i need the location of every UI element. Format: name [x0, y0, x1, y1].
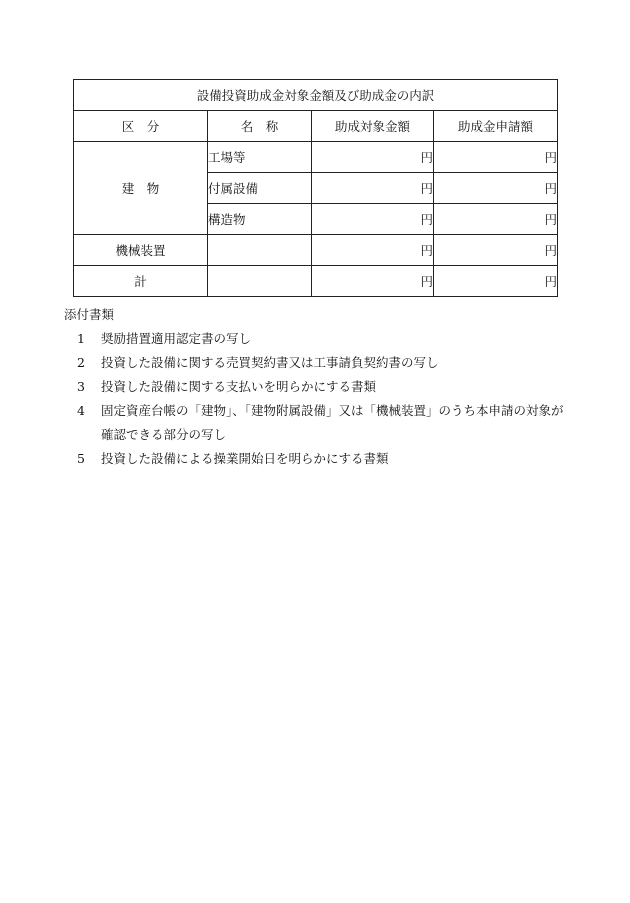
header-category	[74, 111, 208, 142]
requested-amount-cell[interactable]: 円	[434, 235, 558, 266]
target-amount-cell[interactable]: 円	[312, 142, 434, 173]
list-item	[73, 447, 573, 471]
list-item-number: 1	[77, 331, 85, 346]
row-name: 工場等	[208, 142, 312, 173]
machinery-category: 機械装置	[74, 235, 208, 266]
header-name-label: 名 称	[240, 119, 279, 134]
total-category: 計	[74, 266, 208, 297]
target-amount-cell[interactable]: 円	[312, 235, 434, 266]
table-row	[74, 142, 558, 173]
requested-amount-cell[interactable]: 円	[434, 266, 558, 297]
list-item-text: 固定資産台帳の「建物」、「建物附属設備」又は「機械装置」のうち本申請の対象が確認できる部分の写し	[101, 403, 564, 442]
list-item-text: 奨励措置適用認定書の写し	[101, 331, 252, 346]
header-name	[208, 111, 312, 142]
table-header-row	[74, 111, 558, 142]
row-name	[208, 266, 312, 297]
list-item-text: 投資した設備による操業開始日を明らかにする書類	[101, 451, 389, 466]
list-item	[73, 327, 573, 351]
header-target-amount: 助成対象金額	[312, 111, 434, 142]
subsidy-breakdown-table	[73, 79, 558, 297]
attachments-heading: 添付書類	[64, 307, 115, 322]
list-item-text: 投資した設備に関する支払いを明らかにする書類	[101, 379, 377, 394]
table-title: 設備投資助成金対象金額及び助成金の内訳	[74, 80, 558, 111]
list-item-number: 4	[77, 403, 85, 418]
table-title-row	[74, 80, 558, 111]
list-item-number: 2	[77, 355, 85, 370]
requested-amount-cell[interactable]: 円	[434, 173, 558, 204]
requested-amount-cell[interactable]: 円	[434, 142, 558, 173]
target-amount-cell[interactable]: 円	[312, 173, 434, 204]
table-row-total	[74, 266, 558, 297]
target-amount-cell[interactable]: 円	[312, 266, 434, 297]
list-item	[73, 351, 573, 375]
list-item-text: 投資した設備に関する売買契約書又は工事請負契約書の写し	[101, 355, 439, 370]
list-item	[73, 375, 573, 399]
row-name[interactable]	[208, 235, 312, 266]
row-name: 構造物	[208, 204, 312, 235]
attachments-section	[64, 303, 573, 471]
target-amount-cell[interactable]: 円	[312, 204, 434, 235]
list-item	[73, 399, 573, 447]
requested-amount-cell[interactable]: 円	[434, 204, 558, 235]
list-item-number: 5	[77, 451, 85, 466]
table-row-machinery	[74, 235, 558, 266]
header-requested-amount: 助成金申請額	[434, 111, 558, 142]
header-category-label: 区 分	[121, 119, 160, 134]
list-item-number: 3	[77, 379, 85, 394]
row-name: 付属設備	[208, 173, 312, 204]
building-category: 建 物	[74, 142, 208, 235]
